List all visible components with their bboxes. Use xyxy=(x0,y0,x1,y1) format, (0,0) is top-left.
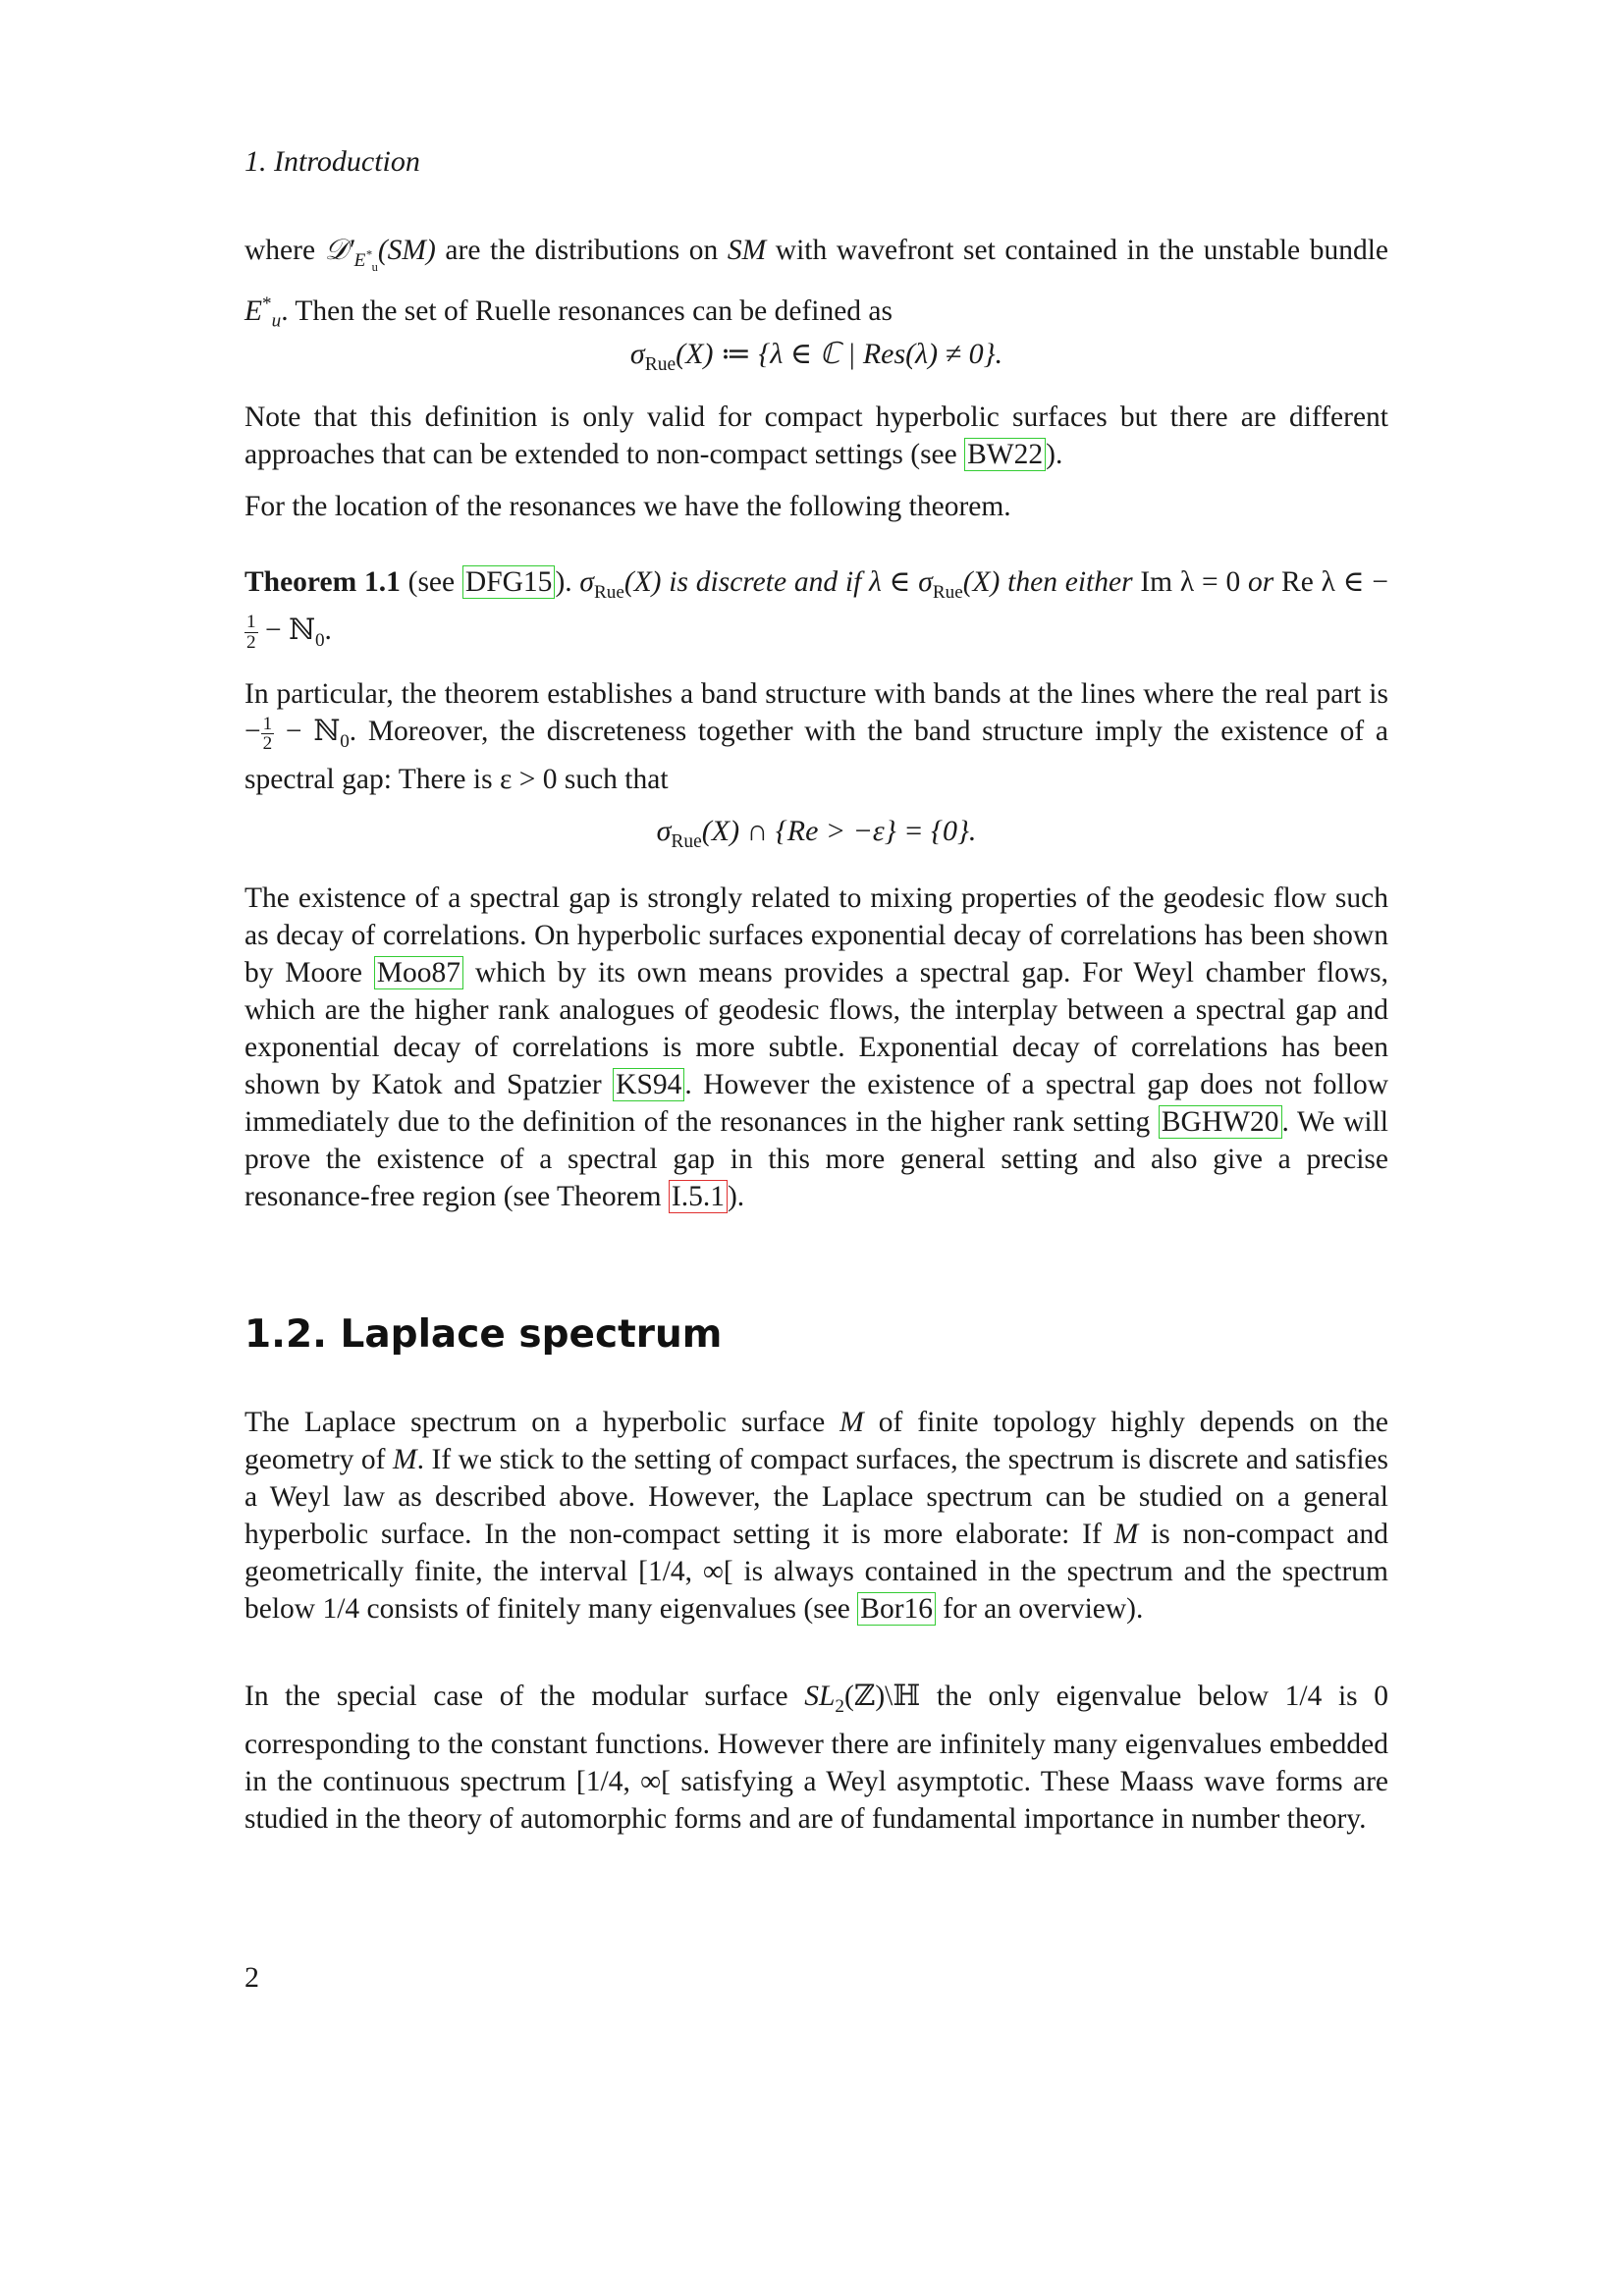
paragraph-modular-surface: In the special case of the modular surface $SL_2(ℤ)\backslash ℍ$ the only eigenvalue below 1/4 is 0 corresponding to the constant functions. However there are infinitely many eigenvalues embedded in the continuous spectrum [1/4, ∞[ satisfying a Weyl asymptotic. These Maass wave forms are studied in the theory of automorphic forms and are of fundamental importance in number theory. xyxy=(244,1681,1389,1835)
fraction: $\frac{1}{2}$ xyxy=(262,713,273,754)
theorem-label: Theorem 1.1 xyxy=(244,566,401,598)
paragraph-definition-note: Note that this definition is only valid for compact hyperbolic surfaces but there are different approaches that can be extended to non-compact settings (see BW22 ). xyxy=(244,401,1388,470)
section-heading: 1.2. Laplace spectrum xyxy=(244,1312,723,1357)
theorem-reference-link[interactable]: I.5.1 xyxy=(669,1180,728,1213)
theorem-1-1: Theorem 1.1 (see DFG15 ). $\sigma_{Rue}(X)$ is discrete and if λ ∈ $\sigma_{Rue}(X)$ then either Im λ = 0 or Re λ ∈ − $\frac{1}{2}$ − ℕ$_0$. xyxy=(244,566,1388,653)
paragraph-band-structure: In particular, the theorem establishes a band structure with bands at the lines where the real part is − $\frac{1}{2}$ − ℕ$_0$. Moreover, the discreteness together with the band structure imply the existence of a spectral gap: There is ε > 0 such that xyxy=(244,678,1389,795)
citation-link[interactable]: DFG15 xyxy=(462,565,556,599)
citation-link[interactable]: Bor16 xyxy=(857,1592,936,1626)
citation-link[interactable]: BW22 xyxy=(964,438,1046,471)
citation-link[interactable]: BGHW20 xyxy=(1159,1105,1282,1139)
equation-spectral-gap: $\sigma_{Rue}(X)$ ∩ {Re > −ε} = {0}. xyxy=(656,815,977,852)
paragraph-location: For the location of the resonances we have the following theorem. xyxy=(244,491,1011,522)
paragraph-wavefront: where $𝒟'_{E^*_u}(SM)$ are the distributions on SM with wavefront set contained in the unstable bundle $E^*_u$. Then the set of Ruelle resonances can be defined as xyxy=(244,235,1388,332)
running-head: 1. Introduction xyxy=(244,145,420,178)
paragraph-spectral-gap: The existence of a spectral gap is strongly related to mixing properties of the geodesic flow such as decay of correlations. On hyperbolic surfaces exponential decay of correlations has been shown by Moore Moo87 which by its own means provides a spectral gap. For Weyl chamber flows, which are the higher rank analogues of geodesic flows, the interplay between a spectral gap and exponential decay of correlations is more subtle. Exponential decay of correlations has been shown by Katok and Spatzier KS94 . However the existence of a spectral gap does not follow immediately due to the definition of the resonances in the higher rank setting BGHW20 . We will prove the existence of a spectral gap in this more general setting and also give a precise resonance-free region (see Theorem I.5.1 ). xyxy=(244,882,1389,1212)
fraction: $\frac{1}{2}$ xyxy=(246,612,256,653)
equation-ruelle-resonances: $\sigma_{Rue}(X)$ ≔ {λ ∈ ℂ | Res(λ) ≠ 0}. xyxy=(629,338,1003,375)
citation-link[interactable]: KS94 xyxy=(613,1068,684,1101)
paragraph-laplace-spectrum: The Laplace spectrum on a hyperbolic surface M of finite topology highly depends on the geometry of M. If we stick to the setting of compact surfaces, the spectrum is discrete and satisfies a Weyl law as described above. However, the Laplace spectrum can be studied on a general hyperbolic surface. In the non-compact setting it is more elaborate: If M is non-compact and geometrically finite, the interval [1/4, ∞[ is always contained in the spectrum and the spectrum below 1/4 consists of finitely many eigenvalues (see Bor16 for an overview). xyxy=(244,1407,1388,1625)
citation-link[interactable]: Moo87 xyxy=(374,956,463,989)
page-number: 2 xyxy=(244,1961,259,1994)
